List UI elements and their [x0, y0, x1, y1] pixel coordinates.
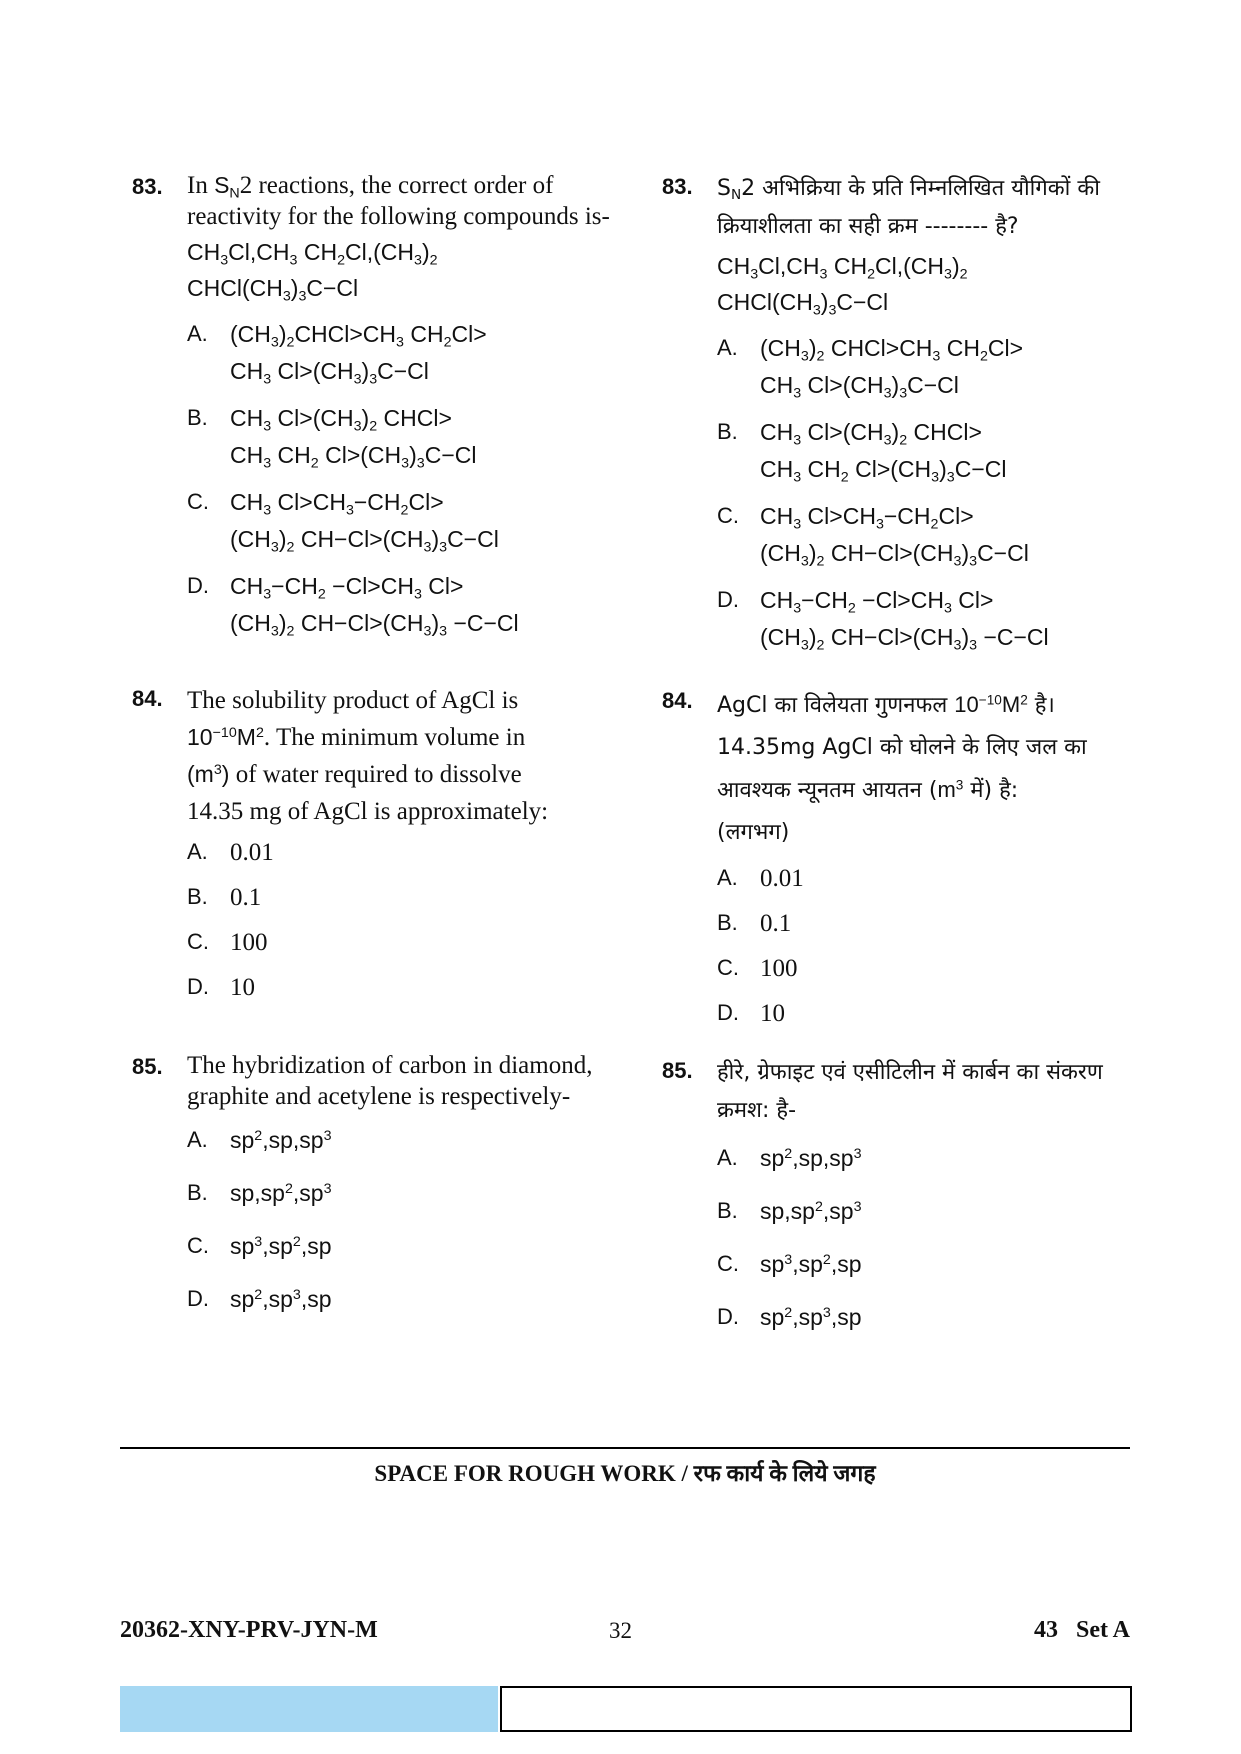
- question-stem: $S_N2$ अभिक्रिया के प्रति निम्नलिखित यौगिकों की क्रियाशीलता का सही क्रम -------- है? $CH_3Cl,CH_3$ $CH_2Cl,(CH_3)_2$ $CHCl(CH_3)_3C-Cl$: [717, 170, 1132, 320]
- options: [187, 834, 612, 1006]
- options: [717, 330, 1132, 656]
- option-c[interactable]: C. $CH_3$ $Cl>CH_3-CH_2Cl>$ $(CH_3)_2$ $CH-Cl>(CH_3)_3C-Cl$: [187, 489, 499, 556]
- option-a[interactable]: A. 0.01: [187, 839, 274, 866]
- option-c[interactable]: C. $sp^3,sp^2,sp$: [187, 1233, 332, 1259]
- option-d[interactable]: D. $CH_3-CH_2 -Cl>CH_3$ Cl> $(CH_3)_2$ $CH-Cl>(CH_3)_3 -C-Cl$: [717, 587, 1049, 654]
- question-stem: The solubility product of AgCl is $10^{-10}M^2$. The minimum volume in $(m^3)$ of water required to dissolve 14.35 mg of AgCl is approximately:: [187, 687, 549, 825]
- question-83-hi: [662, 170, 1132, 656]
- option-b[interactable]: B. $CH_3$ $Cl>(CH_3)_2$ CHCl> $CH_3$ $CH_2$ $Cl>(CH_3)_3C-Cl$: [187, 405, 477, 472]
- empty-box: [500, 1686, 1132, 1732]
- question-number: 85.: [132, 1054, 163, 1079]
- question-number: 85.: [662, 1058, 693, 1083]
- question-84-hi: [662, 684, 1132, 1032]
- paper-code: 20362-XNY-PRV-JYN-M: [120, 1617, 378, 1643]
- question-stem: In $S_N2$ reactions, the correct order of reactivity for the following compounds is- $CH_3Cl,CH_3$ $CH_2Cl,(CH_3)_2$ $CHCl(CH_3)_3C-Cl$: [187, 170, 612, 306]
- option-d[interactable]: D. $sp^2,sp^3,sp$: [187, 1286, 332, 1312]
- option-b[interactable]: B. $CH_3$ $Cl>(CH_3)_2$ CHCl> $CH_3$ $CH_2$ $Cl>(CH_3)_3C-Cl$: [717, 419, 1007, 486]
- option-d[interactable]: D. $sp^2,sp^3,sp$: [717, 1304, 862, 1330]
- options: [717, 860, 1132, 1032]
- option-b[interactable]: B. $sp,sp^2,sp^3$: [717, 1198, 862, 1224]
- option-c[interactable]: C. 100: [187, 929, 268, 956]
- question-number: 83.: [132, 174, 163, 199]
- question-stem: AgCl का विलेयता गुणनफल $10^{-10}M^2$ है। 14.35mg AgCl को घोलने के लिए जल का आवश्यक न्यूनतम आयतन ($m^3$ में) है: (लगभग): [717, 692, 1087, 845]
- question-85-hi: [662, 1054, 1132, 1336]
- question-84-en: [132, 682, 612, 1006]
- question-stem: The hybridization of carbon in diamond, graphite and acetylene is respectively-: [187, 1052, 593, 1110]
- question-number: 83.: [662, 174, 693, 199]
- hindi-column: [662, 170, 1132, 1352]
- option-a[interactable]: A. $sp^2,sp,sp^3$: [187, 1127, 332, 1153]
- option-c[interactable]: C. $CH_3$ $Cl>CH_3-CH_2Cl>$ $(CH_3)_2$ $CH-Cl>(CH_3)_3C-Cl$: [717, 503, 1029, 570]
- option-c[interactable]: C. 100: [717, 955, 798, 982]
- options: [187, 1122, 612, 1318]
- color-band: [120, 1686, 498, 1732]
- compound-list: $CH_3Cl,CH_3$ $CH_2Cl,(CH_3)_2$ $CHCl(CH_3)_3C-Cl$: [187, 239, 438, 305]
- rough-work-divider: [120, 1447, 1130, 1449]
- set-label: 43 Set A: [1034, 1617, 1130, 1643]
- question-number: 84.: [132, 686, 163, 711]
- page-number: 32: [609, 1618, 632, 1643]
- option-a[interactable]: A. $sp^2,sp,sp^3$: [717, 1145, 862, 1171]
- options: [717, 1140, 1132, 1336]
- option-c[interactable]: C. $sp^3,sp^2,sp$: [717, 1251, 862, 1277]
- option-a[interactable]: A. $(CH_3)_2$ $CHCl>CH_3$ $CH_2Cl>$ $CH_3$ $Cl>(CH_3)_3C-Cl$: [717, 335, 1024, 402]
- question-number: 84.: [662, 688, 693, 713]
- rough-work-heading: SPACE FOR ROUGH WORK / रफ कार्य के लिये जगह: [374, 1461, 876, 1486]
- options: [187, 316, 612, 642]
- english-column: [132, 170, 612, 1334]
- option-a[interactable]: A. 0.01: [717, 865, 804, 892]
- option-a[interactable]: A. $(CH_3)_2CHCl>CH_3$ $CH_2Cl>$ $CH_3$ $Cl>(CH_3)_3C-Cl$: [187, 321, 487, 388]
- compound-list: $CH_3Cl,CH_3$ $CH_2Cl,(CH_3)_2$ $CHCl(CH_3)_3C-Cl$: [717, 253, 968, 319]
- option-d[interactable]: D. 10: [717, 1000, 785, 1027]
- option-b[interactable]: B. $sp,sp^2,sp^3$: [187, 1180, 332, 1206]
- question-stem: हीरे, ग्रेफाइट एवं एसीटिलीन में कार्बन का संकरण क्रमश: है-: [717, 1060, 1103, 1123]
- option-d[interactable]: D. $CH_3-CH_2 -Cl>CH_3$ Cl> $(CH_3)_2$ $CH-Cl>(CH_3)_3 -C-Cl$: [187, 573, 519, 640]
- question-83-en: [132, 170, 612, 642]
- option-d[interactable]: D. 10: [187, 974, 255, 1001]
- option-b[interactable]: B. 0.1: [187, 884, 262, 911]
- question-85-en: [132, 1050, 612, 1318]
- option-b[interactable]: B. 0.1: [717, 910, 792, 937]
